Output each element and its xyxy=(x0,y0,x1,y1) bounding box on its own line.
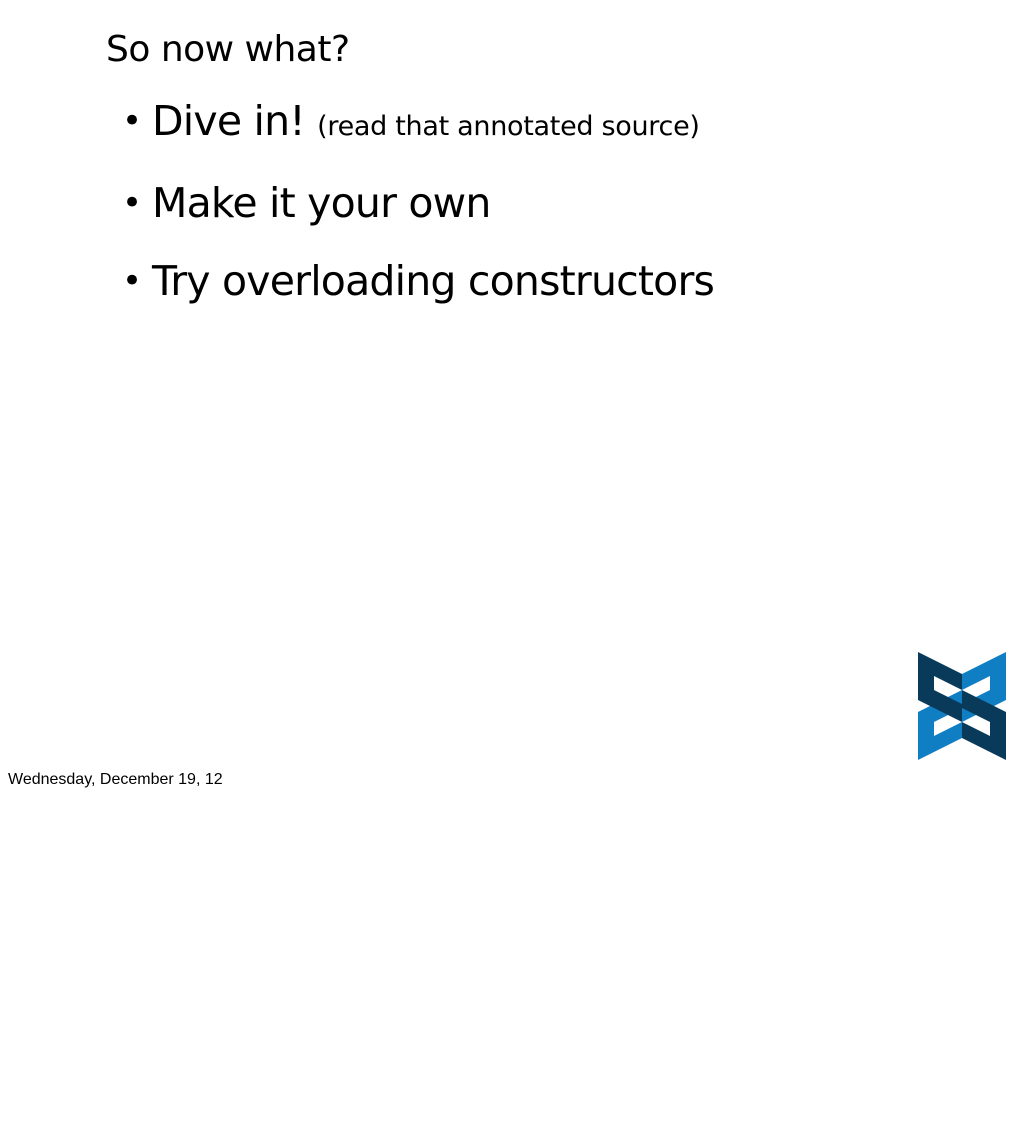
bullet-item xyxy=(122,94,714,154)
bullet-list xyxy=(122,94,714,308)
bullet-note: (read that annotated source) xyxy=(317,111,700,142)
slide-title: So now what? xyxy=(106,29,350,70)
bullet-dot: • xyxy=(122,261,142,301)
footer-date: Wednesday, December 19, 12 xyxy=(8,771,223,788)
bullet-text: Make it your own xyxy=(152,179,491,227)
backbone-logo-icon xyxy=(918,652,1006,760)
bullet-item xyxy=(122,176,714,230)
bullet-text: Dive in! xyxy=(152,97,305,145)
bullet-text: Try overloading constructors xyxy=(152,257,715,305)
bullet-dot: • xyxy=(122,183,142,223)
bullet-item xyxy=(122,254,714,308)
bullet-dot: • xyxy=(122,101,142,141)
